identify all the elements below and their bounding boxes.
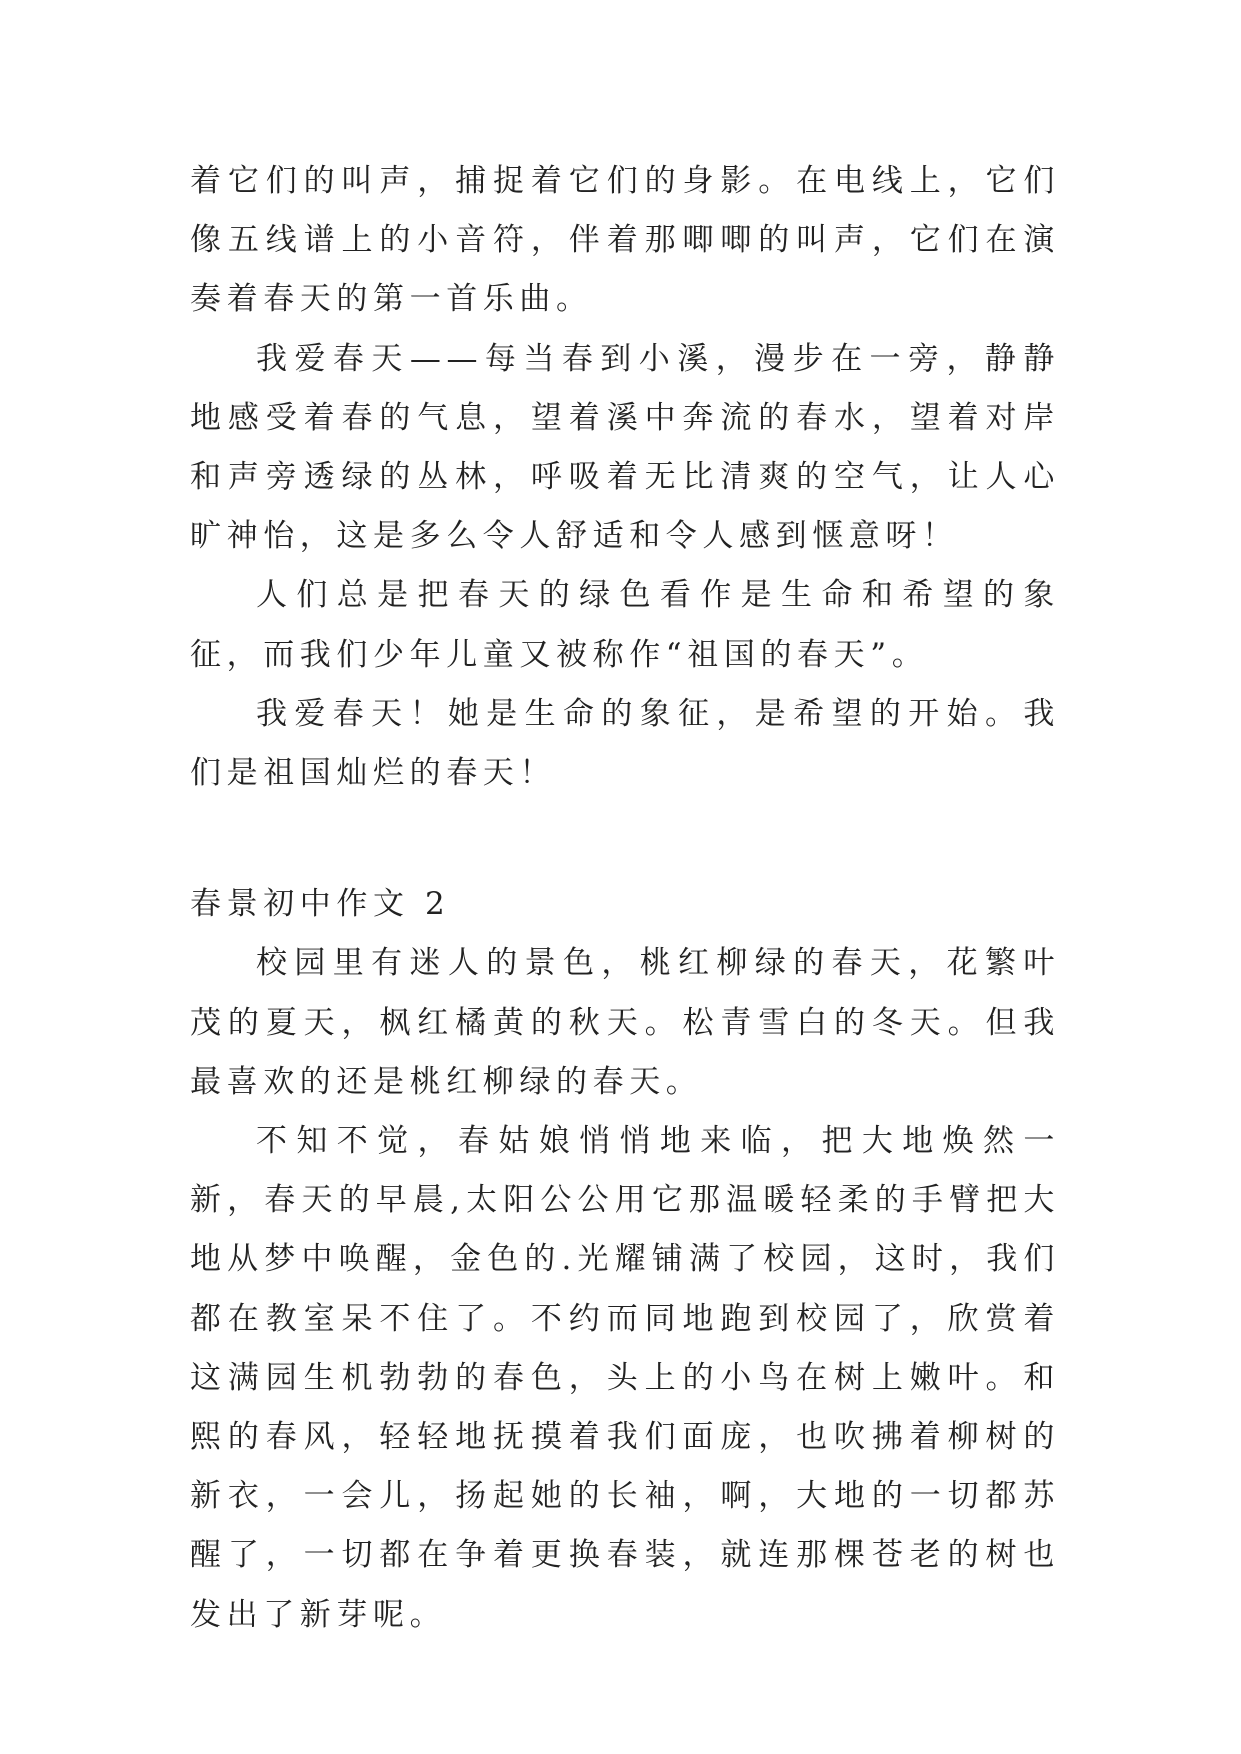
paragraph-continued: 着它们的叫声，捕捉着它们的身影。在电线上，它们像五线谱上的小音符，伴着那唧唧的叫声，它们在演奏着春天的第一首乐曲。 [190, 163, 1060, 318]
document-page [190, 152, 1060, 1645]
paragraph: 我爱春天！她是生命的象征，是希望的开始。我们是祖国灿烂的春天！ [190, 695, 1060, 792]
paragraph: 不知不觉，春姑娘悄悄地来临，把大地焕然一新，春天的早晨,太阳公公用它那温暖轻柔的手臂把大地从梦中唤醒，金色的.光耀铺满了校园，这时，我们都在教室呆不住了。不约而同地跑到校园了，欣赏着这满园生机勃勃的春色，头上的小鸟在树上嫩叶。和熙的春风，轻轻地抚摸着我们面庞，也吹拂着柳树的新衣，一会儿，扬起她的长袖，啊，大地的一切都苏醒了，一切都在争着更换春装，就连那棵苍老的树也发出了新芽呢。 [190, 1123, 1060, 1633]
paragraph: 我爱春天——每当春到小溪，漫步在一旁，静静地感受着春的气息，望着溪中奔流的春水，望着对岸和声旁透绿的丛林，呼吸着无比清爽的空气，让人心旷神怡，这是多么令人舒适和令人感到惬意呀！ [190, 340, 1060, 555]
section-title: 春景初中作文 2 [190, 886, 451, 923]
paragraph: 校园里有迷人的景色，桃红柳绿的春天，花繁叶茂的夏天，枫红橘黄的秋天。松青雪白的冬天。但我最喜欢的还是桃红柳绿的春天。 [190, 945, 1060, 1100]
paragraph: 人们总是把春天的绿色看作是生命和希望的象征，而我们少年儿童又被称作“祖国的春天”。 [190, 577, 1060, 673]
